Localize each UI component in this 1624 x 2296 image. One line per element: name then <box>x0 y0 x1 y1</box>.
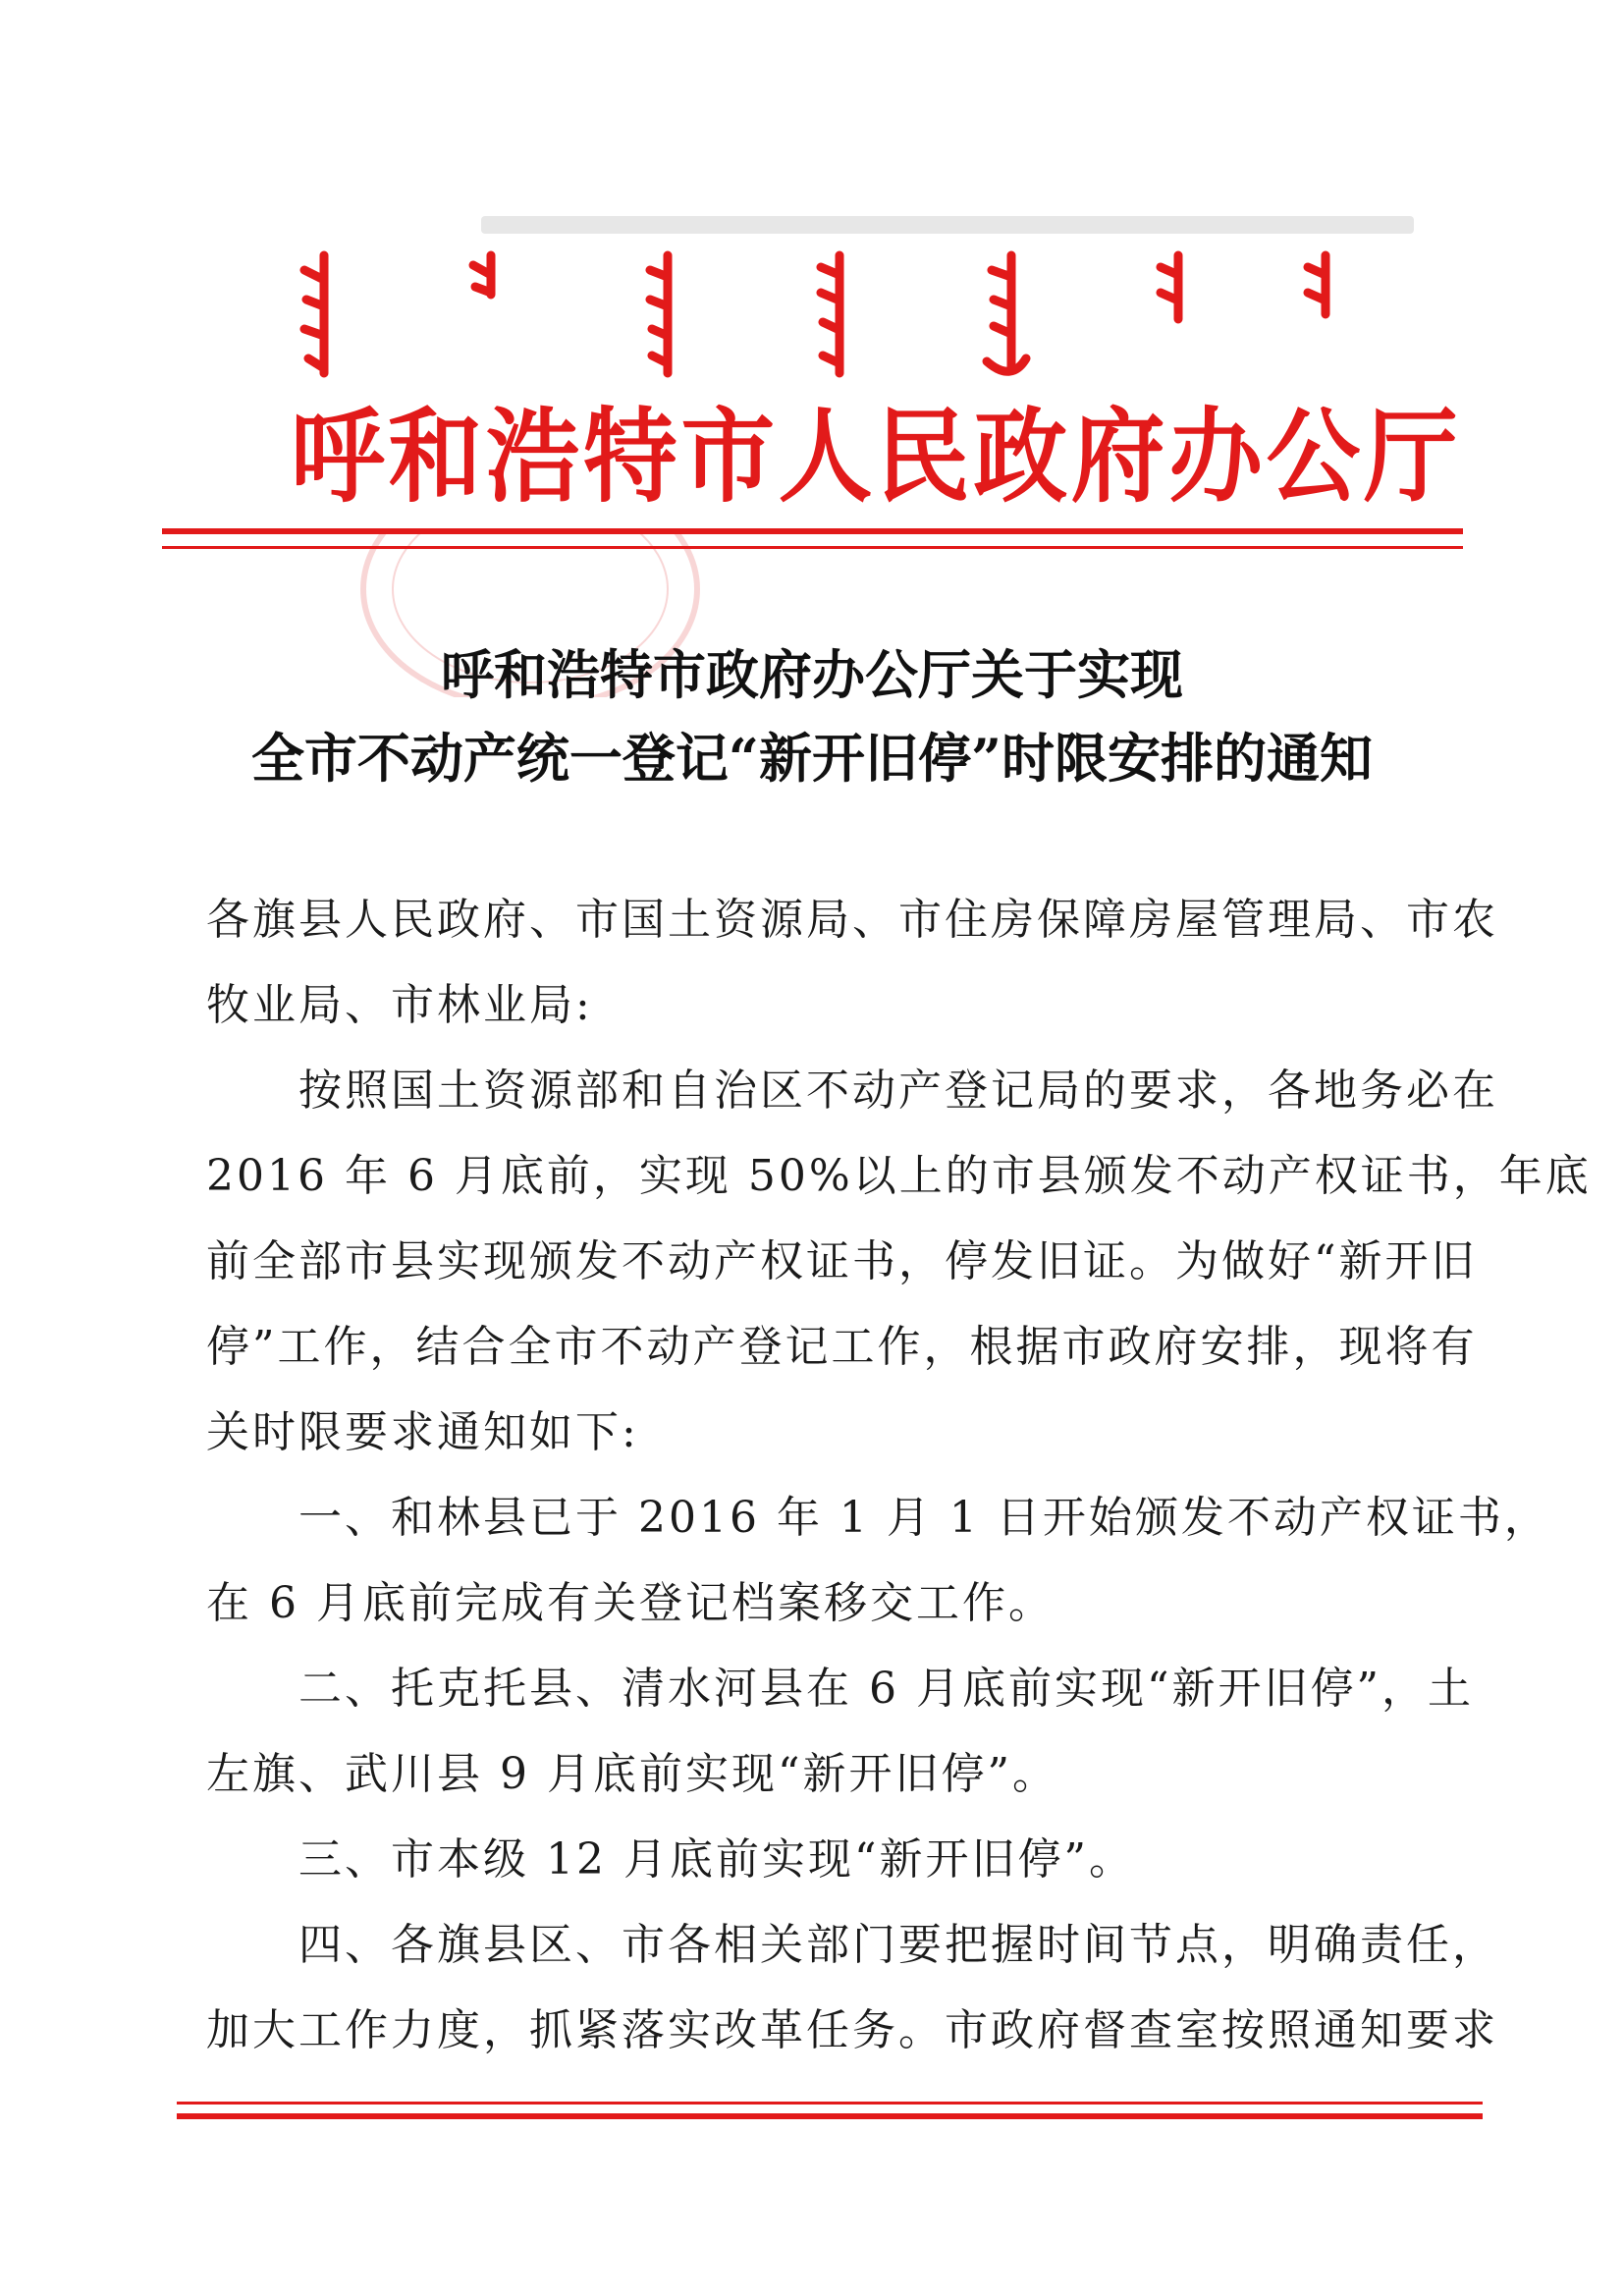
body-line: 牧业局、市林业局: <box>206 980 593 1030</box>
body-line: 停”工作，结合全市不动产登记工作，根据市政府安排，现将有 <box>206 1322 1478 1372</box>
body-line: 一、和林县已于 2016 年 1 月 1 日开始颁发不动产权证书， <box>206 1493 1550 1543</box>
document-title-line-2: 全市不动产统一登记“新开旧停”时限安排的通知 <box>250 727 1374 790</box>
body-line: 2016 年 6 月底前，实现 50%以上的市县颁发不动产权证书，年底 <box>206 1151 1592 1201</box>
issuing-organization-name: 呼和浩特市人民政府办公厅 <box>291 397 1462 517</box>
body-line: 四、各旗县区、市各相关部门要把握时间节点，明确责任， <box>206 1920 1498 1970</box>
footer-rule-thick <box>177 2113 1483 2119</box>
body-line: 在 6 月底前完成有关登记档案移交工作。 <box>206 1578 1055 1628</box>
body-line: 二、托克托县、清水河县在 6 月底前实现“新开旧停”，土 <box>206 1664 1474 1714</box>
mongolian-script-header <box>265 246 1345 393</box>
body-line: 前全部市县实现颁发不动产权证书，停发旧证。为做好“新开旧 <box>206 1236 1478 1286</box>
body-line: 关时限要求通知如下: <box>206 1407 639 1457</box>
body-line: 加大工作力度，抓紧落实改革任务。市政府督查室按照通知要求 <box>206 2005 1498 2055</box>
body-line: 按照国土资源部和自治区不动产登记局的要求，各地务必在 <box>206 1066 1498 1116</box>
body-line: 左旗、武川县 9 月底前实现“新开旧停”。 <box>206 1749 1058 1799</box>
footer-rule-thin <box>177 2102 1483 2105</box>
body-line: 各旗县人民政府、市国土资源局、市住房保障房屋管理局、市农 <box>206 895 1498 945</box>
bleed-through-text <box>481 206 1414 246</box>
document-title-line-1: 呼和浩特市政府办公厅关于实现 <box>441 643 1183 706</box>
body-line: 三、市本级 12 月底前实现“新开旧停”。 <box>206 1834 1135 1885</box>
mongolian-script-graphic <box>265 246 1345 393</box>
